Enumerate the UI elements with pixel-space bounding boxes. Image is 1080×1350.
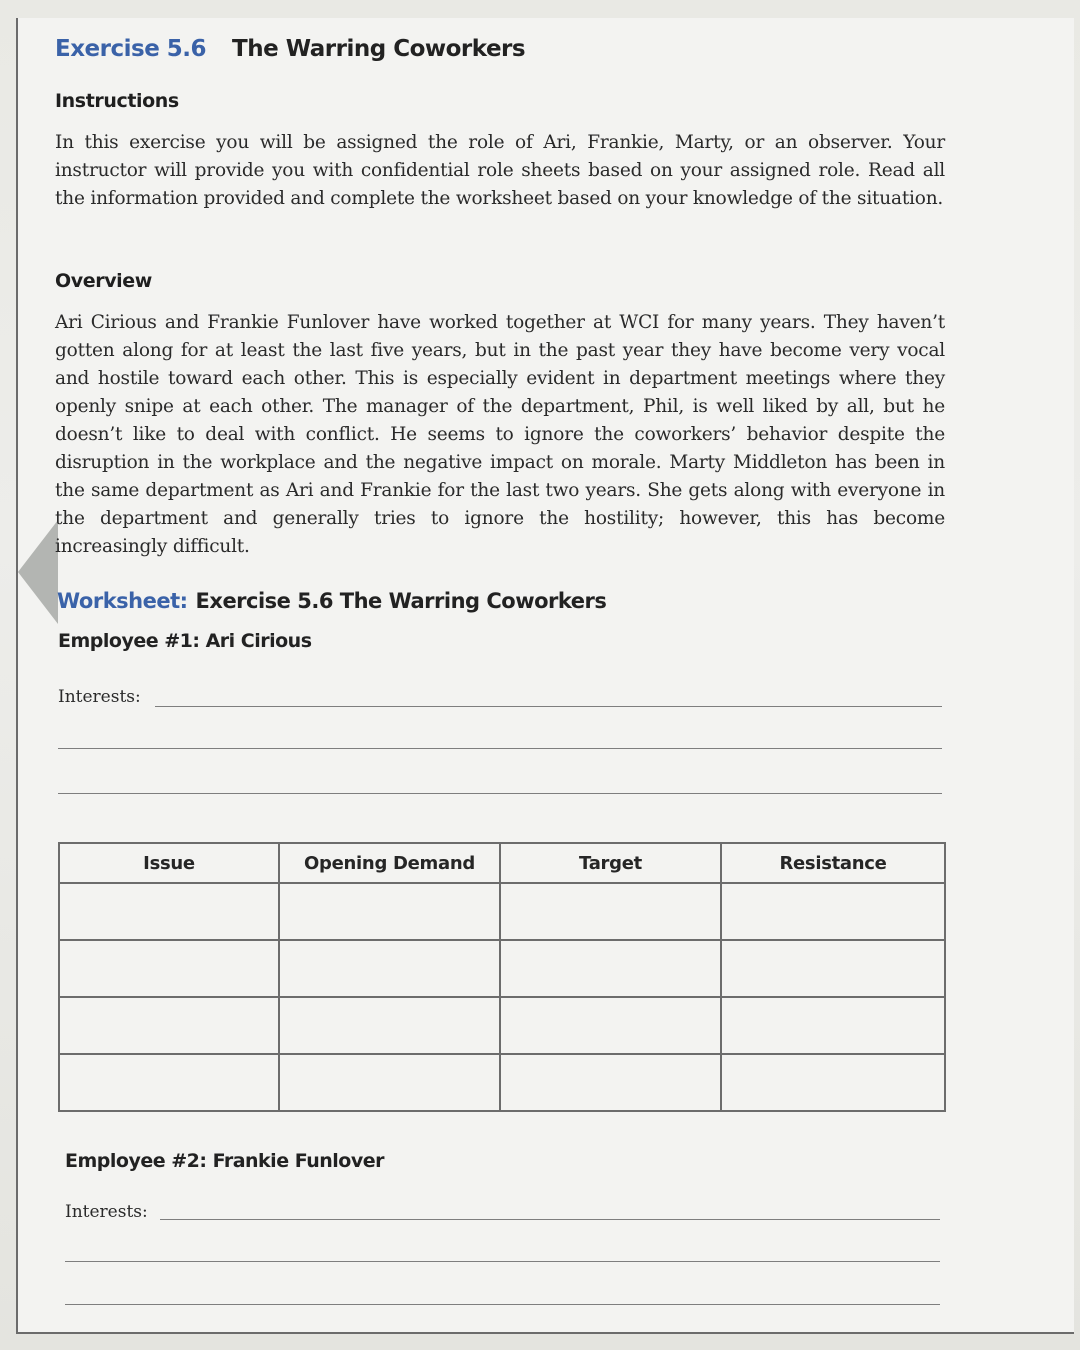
negotiation-worksheet-table bbox=[58, 842, 946, 1112]
table-cell[interactable] bbox=[721, 997, 945, 1054]
employee-2-interests-label: Interests: bbox=[65, 1202, 148, 1222]
instructions-text: In this exercise you will be assigned the role of Ari, Frankie, Marty, or an observer. Your instructor will provide you with confidential role sheets based on your assigned role. Read all the information provided and complete the worksheet based on your knowledge of the situation. bbox=[55, 132, 945, 209]
employee-1-interests-line-3[interactable] bbox=[58, 793, 942, 794]
exercise-number: Exercise 5.6 bbox=[55, 36, 207, 62]
table-row bbox=[59, 997, 945, 1054]
table-cell[interactable] bbox=[500, 883, 721, 940]
employee-2-interests-line-2[interactable] bbox=[65, 1261, 940, 1262]
textbook-page bbox=[16, 18, 1074, 1334]
overview-heading: Overview bbox=[55, 270, 152, 292]
employee-1-interests-line-1[interactable] bbox=[155, 706, 942, 707]
overview-text: Ari Cirious and Frankie Funlover have worked together at WCI for many years. They haven’t gotten along for at least the last five years, but in the past year they have become very vocal and hostile toward each other. This is especially evident in department meetings where they openly snipe at each other. The manager of the department, Phil, is well liked by all, but he doesn’t like to deal with conflict. He seems to ignore the coworkers’ behavior despite the disruption in the workplace and the negative impact on morale. Marty Middleton has been in the same department as Ari and Frankie for the last two years. She gets along with everyone in the department and generally tries to ignore the hostility; however, this has become increasingly difficult. bbox=[55, 312, 945, 557]
instructions-heading: Instructions bbox=[55, 90, 179, 112]
worksheet-exercise-title: Exercise 5.6 The Warring Coworkers bbox=[195, 589, 607, 613]
table-cell[interactable] bbox=[721, 1054, 945, 1111]
table-cell[interactable] bbox=[59, 883, 279, 940]
table-cell[interactable] bbox=[279, 940, 500, 997]
table-cell[interactable] bbox=[500, 997, 721, 1054]
table-row bbox=[59, 883, 945, 940]
table-row bbox=[59, 940, 945, 997]
previous-page-arrow-icon[interactable] bbox=[18, 520, 58, 624]
worksheet-label: Worksheet: bbox=[57, 589, 188, 613]
employee-2-interests-line-1[interactable] bbox=[160, 1219, 940, 1220]
employee-1-heading: Employee #1: Ari Cirious bbox=[58, 630, 312, 652]
worksheet-title bbox=[57, 589, 606, 613]
table-cell[interactable] bbox=[59, 1054, 279, 1111]
table-cell[interactable] bbox=[279, 883, 500, 940]
table-cell[interactable] bbox=[279, 997, 500, 1054]
header-opening-demand: Opening Demand bbox=[279, 843, 500, 883]
table-cell[interactable] bbox=[59, 940, 279, 997]
table-header-row bbox=[59, 843, 945, 883]
employee-2-interests-line-3[interactable] bbox=[65, 1304, 940, 1305]
employee-1-interests-line-2[interactable] bbox=[58, 748, 942, 749]
employee-2-heading: Employee #2: Frankie Funlover bbox=[65, 1150, 384, 1172]
table-cell[interactable] bbox=[279, 1054, 500, 1111]
header-resistance: Resistance bbox=[721, 843, 945, 883]
table-cell[interactable] bbox=[500, 940, 721, 997]
table-cell[interactable] bbox=[721, 940, 945, 997]
employee-1-interests-label: Interests: bbox=[58, 687, 141, 707]
header-issue: Issue bbox=[59, 843, 279, 883]
table-cell[interactable] bbox=[500, 1054, 721, 1111]
table-cell[interactable] bbox=[59, 997, 279, 1054]
table-row bbox=[59, 1054, 945, 1111]
exercise-title bbox=[55, 36, 525, 62]
table-cell[interactable] bbox=[721, 883, 945, 940]
header-target: Target bbox=[500, 843, 721, 883]
exercise-name: The Warring Coworkers bbox=[232, 36, 526, 62]
